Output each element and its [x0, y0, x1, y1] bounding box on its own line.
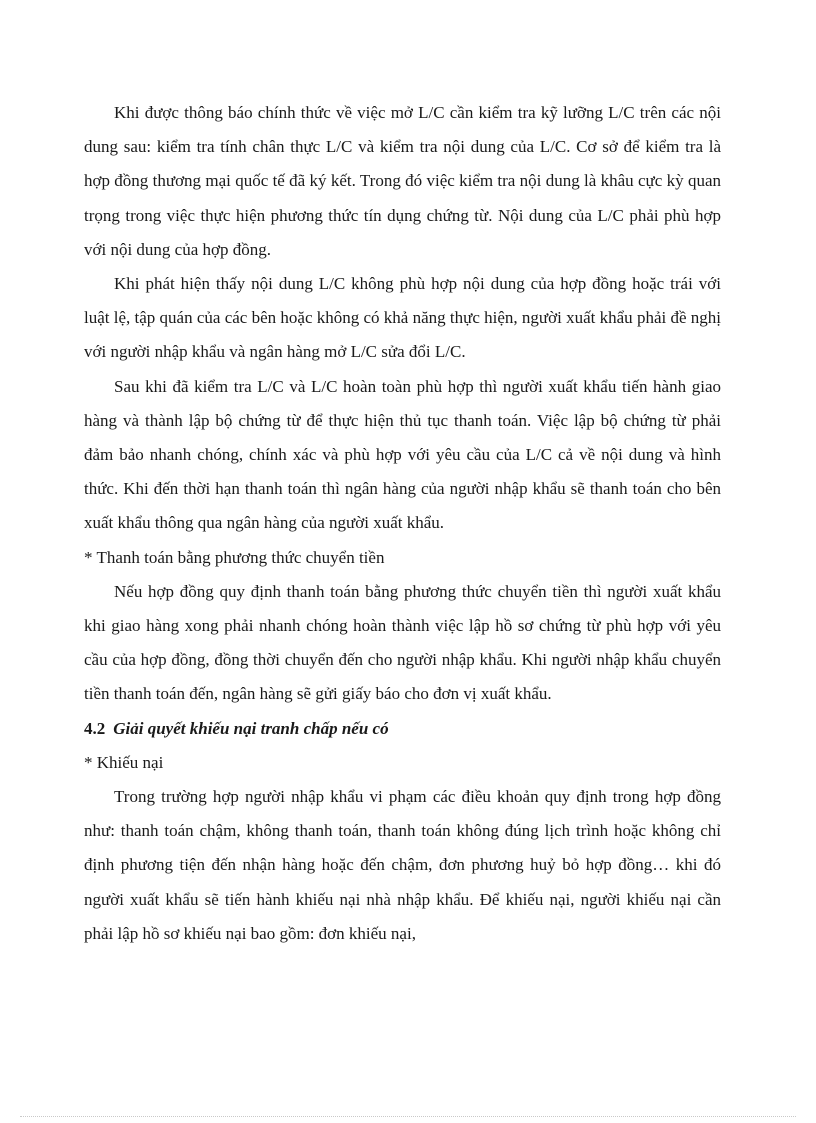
subheading-transfer-payment: * Thanh toán bằng phương thức chuyển tiền	[84, 547, 385, 567]
paragraph-lc-delivery: Sau khi đã kiểm tra L/C và L/C hoàn toàn phù hợp thì người xuất khẩu tiến hành giao hàng và thành lập bộ chứng từ để thực hiện thủ tục thanh toán. Việc lập bộ chứng từ phải đảm bảo nhanh chóng, chính xác và phù hợp với yêu cầu của L/C cả về nội dung và hình thức. Khi đến thời hạn thanh toán thì ngân hàng của người nhập khẩu sẽ thanh toán cho bên xuất khẩu thông qua ngân hàng của người xuất khẩu.	[84, 376, 721, 533]
section-title: Giải quyết khiếu nại tranh chấp nếu có	[113, 718, 389, 738]
page-bottom-dotted-line	[20, 1116, 796, 1117]
paragraph-lc-amend: Khi phát hiện thấy nội dung L/C không phù hợp nội dung của hợp đồng hoặc trái với luật lệ, tập quán của các bên hoặc không có khả năng thực hiện, người xuất khẩu phải đề nghị với người nhập khẩu và ngân hàng mở L/C sửa đổi L/C.	[84, 274, 721, 362]
section-number: 4.2	[84, 718, 106, 738]
paragraph-transfer-payment: Nếu hợp đồng quy định thanh toán bằng phương thức chuyển tiền thì người xuất khẩu khi giao hàng xong phải nhanh chóng hoàn thành việc lập hồ sơ chứng từ phù hợp với yêu cầu của hợp đồng, đồng thời chuyển đến cho người nhập khẩu. Khi người nhập khẩu chuyển tiền thanh toán đến, ngân hàng sẽ gửi giấy báo cho đơn vị xuất khẩu.	[84, 581, 721, 704]
subheading-complaint: * Khiếu nại	[84, 752, 164, 772]
paragraph-complaint: Trong trường hợp người nhập khẩu vi phạm các điều khoản quy định trong hợp đồng như: thanh toán chậm, không thanh toán, thanh toán không đúng lịch trình hoặc không chỉ định phương tiện đến nhận hàng hoặc đến chậm, đơn phương huỷ bỏ hợp đồng… khi đó người xuất khẩu sẽ tiến hành khiếu nại nhà nhập khẩu. Để khiếu nại, người khiếu nại cần phải lập hồ sơ khiếu nại bao gồm: đơn khiếu nại,	[84, 787, 721, 943]
section-heading	[84, 712, 721, 746]
paragraph-lc-check: Khi được thông báo chính thức về việc mở L/C cần kiểm tra kỹ lưỡng L/C trên các nội dung sau: kiểm tra tính chân thực L/C và kiểm tra nội dung của L/C. Cơ sở để kiểm tra là hợp đồng thương mại quốc tế đã ký kết. Trong đó việc kiểm tra nội dung là khâu cực kỳ quan trọng trong việc thực hiện phương thức tín dụng chứng từ. Nội dung của L/C phải phù hợp với nội dung của hợp đồng.	[84, 103, 721, 259]
document-body	[84, 96, 721, 951]
